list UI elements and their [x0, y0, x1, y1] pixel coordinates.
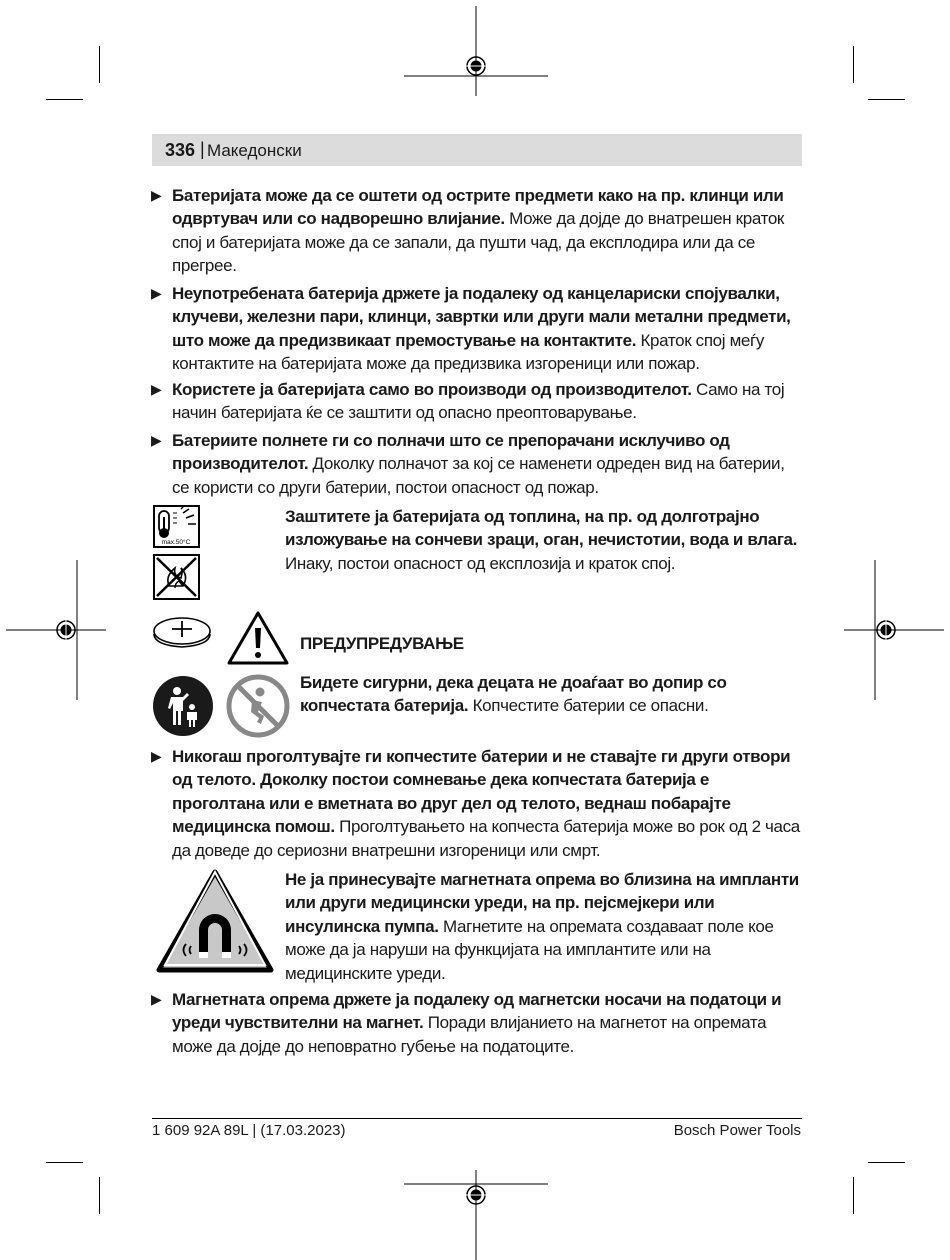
language-label: Македонски: [207, 141, 302, 160]
children-warning-normal: Копчестите батерии се опасни.: [468, 696, 709, 716]
max-temperature-label: max.50°C: [161, 539, 191, 546]
bullet-item: [172, 282, 802, 376]
footer-divider: [152, 1118, 802, 1119]
heat-warning-bold: Заштитете ја батеријата од топлина, на пр. од долготрајно изложување на сончеви зраци, оган, нечистотии, вода и влага.: [285, 507, 798, 550]
bullet-item: [172, 378, 802, 425]
registration-mark-icon: [404, 1170, 548, 1260]
bullet-text: Може да дојде до внатрешен краток спој и батеријата може да се запали, да пушти чад, да експлодира или да се прегрее.: [172, 209, 785, 276]
children-warning-bold: Бидете сигурни, дека децата не доаѓаат во допир со копчестата батерија.: [300, 673, 727, 716]
bullet-item: [172, 429, 802, 499]
bullet-bold-text: Неупотребената батерија држете ја подалеку од канцелариски спојувалки, клучеви, железни пари, клинци, завртки или други мали метални предмети, што може да предизвикаат премостување на контактите.: [172, 284, 791, 350]
button-battery-icon: [152, 615, 212, 649]
bullet-item: [172, 745, 802, 862]
heat-warning-text: [285, 505, 805, 575]
crop-mark: [853, 1177, 854, 1214]
bullet-text: Доколку полначот за кој се наменети одреден вид на батерии, се користи со други батерии, постои опасност од пожар.: [172, 454, 785, 497]
bullet-item: [172, 988, 802, 1058]
bullet-item: [172, 184, 802, 278]
warning-triangle-icon: [226, 610, 290, 666]
bullet-text: Поради влијанието на магнетот на опремата може да дојде до неповратно губење на податоците.: [172, 1013, 767, 1056]
page-number: 336: [165, 140, 196, 160]
warning-label: ПРЕДУПРЕДУВАЊЕ: [300, 634, 464, 653]
heat-warning-normal: Инаку, постои опасност од експлозија и краток спој.: [285, 553, 676, 573]
crop-mark: [99, 46, 100, 83]
max-temperature-icon: [153, 505, 200, 548]
bullet-text: Само на тој начин батеријата ќе се заштити од опасно преоптоварување.: [172, 380, 785, 423]
magnet-warning-bold: Не ја принесувајте магнетната опрема во близина на импланти или други медицински уреди, на пр. пејсмејкери или инсулинска пумпа.: [285, 870, 799, 936]
document-number: 1 609 92A 89L | (17.03.2023): [152, 1122, 346, 1139]
crop-mark: [99, 1177, 100, 1214]
bullet-bold-text: Батеријата може да се оштети од острите предмети како на пр. клинци или одвртувач или со надворешно влијание.: [172, 186, 784, 229]
brand-footer: Bosch Power Tools: [673, 1122, 801, 1139]
header-separator: |: [200, 139, 205, 159]
bullet-text: Проголтувањето на копчеста батерија може во рок од 2 часа да доведе до сериозни внатрешни изгореници или смрт.: [172, 817, 800, 860]
bullet-bold-text: Никогаш проголтувајте ги копчестите батерии и не ставајте ги други отвори од телото. Доколку постои сомневање дека копчестата батерија е проголтана или е вметната во друг дел од телото, веднаш побарајте медицинска помош.: [172, 747, 791, 837]
no-swallowing-icon: [226, 674, 290, 738]
bullet-bold-text: Користете ја батеријата само во производи од производителот.: [172, 380, 692, 399]
keep-away-from-children-icon: [152, 675, 214, 737]
crop-mark: [868, 1162, 905, 1163]
page-header: [152, 134, 802, 166]
bullet-text: Краток спој меѓу контактите на батеријата може да предизвика изгореници или пожар.: [172, 330, 765, 374]
registration-mark-icon: [404, 6, 548, 96]
registration-mark-icon: [844, 560, 944, 700]
crop-mark: [46, 99, 83, 100]
registration-mark-icon: [6, 560, 106, 700]
bullet-bold-text: Магнетната опрема држете ја подалеку од магнетски носачи на податоци и уреди чувствителни на магнет.: [172, 990, 782, 1033]
crop-mark: [853, 46, 854, 83]
crop-mark: [868, 99, 905, 100]
magnet-warning-normal: Магнетите на опремата создаваат поле кое може да ја наруши на функцијата на имплантите или на медицинските уреди.: [285, 916, 774, 983]
no-fire-water-icon: [153, 554, 200, 600]
children-warning-text: [300, 671, 805, 718]
crop-mark: [46, 1162, 83, 1163]
magnet-warning-icon: [155, 868, 275, 974]
magnet-warning-text: [285, 868, 803, 985]
bullet-bold-text: Батериите полнете ги со полначи што се препорачани исклучиво од производителот.: [172, 431, 730, 474]
